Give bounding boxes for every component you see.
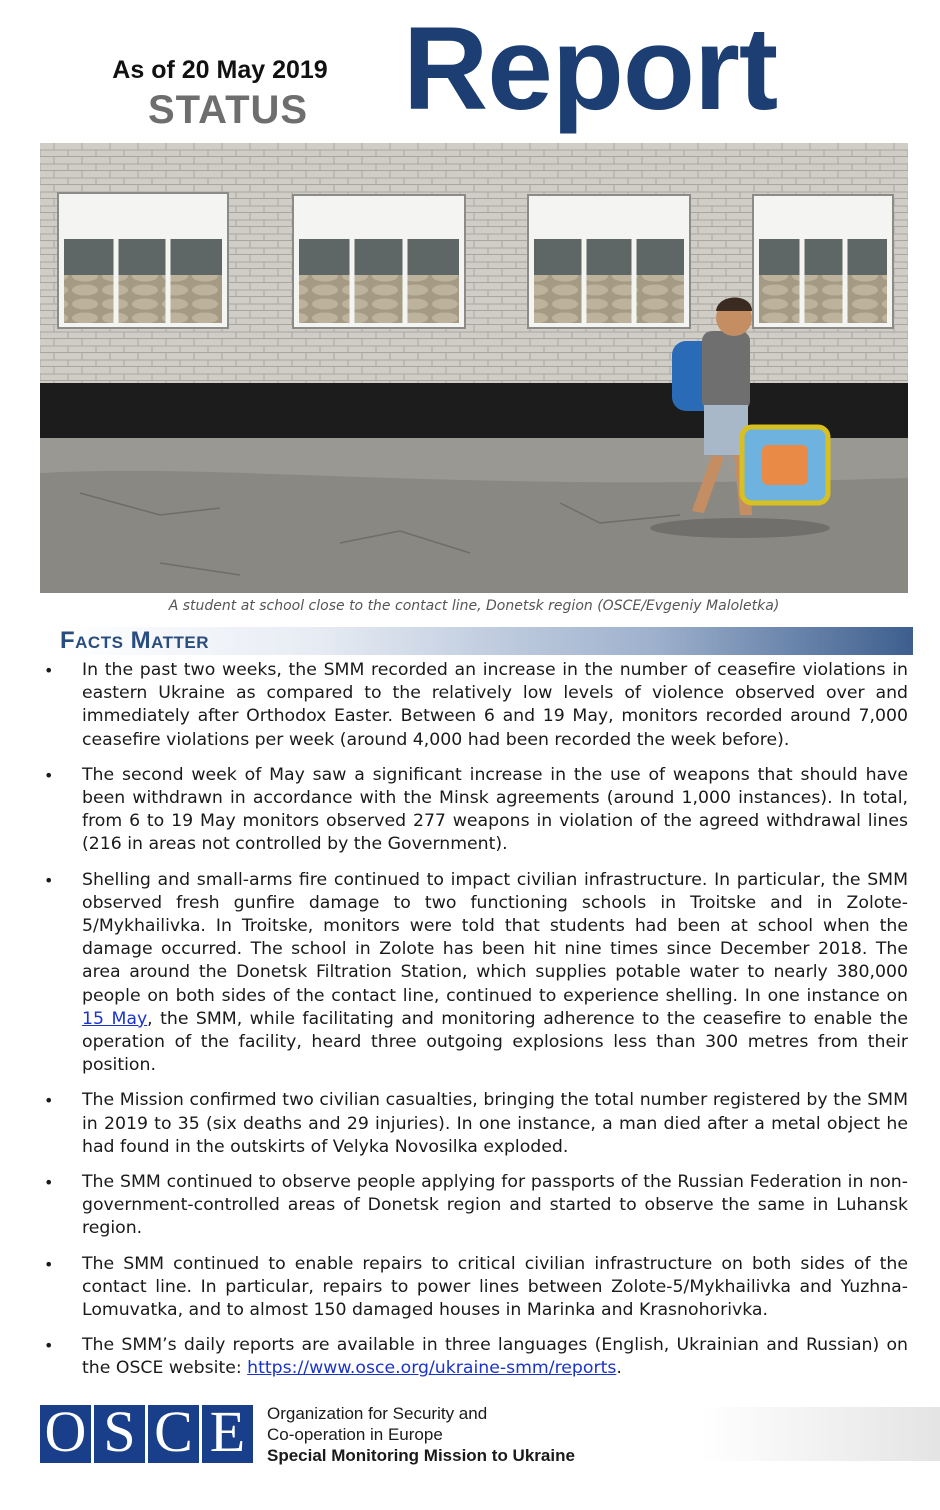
school-photo-illustration <box>40 143 908 593</box>
fact-text: , the SMM, while facilitating and monitoring adherence to the ceasefire to enable the operation of the facility, heard three outgoing explosions less than 300 metres from their position. <box>82 1008 908 1076</box>
window-4 <box>753 195 893 328</box>
facts-matter-bar <box>60 627 913 655</box>
report-header <box>0 0 940 142</box>
bullet-icon: • <box>44 1254 54 1274</box>
fact-text: In the past two weeks, the SMM recorded an increase in the number of ceasefire violations in eastern Ukraine as compared to the relatively low levels of violence observed over and immediately after Orthodox Easter. Between 6 and 19 May, monitors recorded around 7,000 ceasefire violations per week (around 4,000 had been recorded the week before). <box>82 660 908 750</box>
window-2 <box>293 195 465 328</box>
footer <box>0 1397 940 1510</box>
fact-text: The second week of May saw a significant increase in the use of weapons that should have been withdrawn in accordance with the Minsk agreements (around 1,000 instances). In total, from 6 to 19 May monitors observed 277 weapons in violation of the agreed withdrawal lines (216 in areas not controlled by the Government). <box>82 764 908 855</box>
photo-caption: A student at school close to the contact line, Donetsk region (OSCE/Evgeniy Maloletka) <box>168 598 780 614</box>
fact-text: . <box>616 1358 622 1379</box>
fact-item <box>42 1334 908 1380</box>
organization-name <box>267 1403 575 1466</box>
fact-text: Shelling and small-arms fire continued to impact civilian infrastructure. In particular, the SMM observed fresh gunfire damage to two functioning schools in Troitske and in Zolote-5/Mykhailivka. In Troitske, monitors were told that students had been at school when the damage occurred. The school in Zolote has been hit nine times since December 2018. The area around the Donetsk Filtration Station, which supplies potable water to nearly 380,000 people on both sides of the contact line, continued to experience shelling. In one instance on <box>82 869 908 1006</box>
window-1 <box>58 193 228 328</box>
org-line-2: Co-operation in Europe <box>267 1425 443 1444</box>
bullet-icon: • <box>44 765 54 785</box>
osce-logo <box>40 1399 253 1464</box>
fact-item <box>42 1171 908 1241</box>
fact-text: The SMM continued to observe people applying for passports of the Russian Federation in non-government-controlled areas of Donetsk region and started to observe the same in Luhansk region. <box>82 1172 908 1239</box>
fact-item <box>42 659 908 752</box>
org-line-3: Special Monitoring Mission to Ukraine <box>267 1446 575 1465</box>
status-label: STATUS <box>148 88 309 132</box>
bullet-icon: • <box>44 870 54 890</box>
osce-reports-link[interactable]: https://www.osce.org/ukraine-smm/reports <box>247 1358 617 1379</box>
report-link-15-may[interactable]: 15 May <box>82 1008 148 1029</box>
section-title: Facts Matter <box>60 627 209 654</box>
logo-letter-o: O <box>40 1405 91 1463</box>
fact-item <box>42 1253 908 1323</box>
facts-list <box>42 659 908 1393</box>
window-3 <box>528 195 690 328</box>
fact-item <box>42 764 908 857</box>
fact-text: The SMM continued to enable repairs to critical civilian infrastructure on both sides of the contact line. In particular, repairs to power lines between Zolote-5/Mykhailivka and Yuzhna-Lomuvatka, and to almost 150 damaged houses in Marinka and Krasnohorivka. <box>82 1253 908 1321</box>
bullet-icon: • <box>44 1173 54 1193</box>
bullet-icon: • <box>44 1336 54 1356</box>
report-date: As of 20 May 2019 <box>112 56 328 84</box>
fact-item <box>42 1089 908 1159</box>
logo-letter-e: E <box>202 1405 253 1463</box>
logo-letter-s: S <box>94 1405 145 1463</box>
logo-letter-c: C <box>148 1405 199 1463</box>
fact-text: The SMM’s daily reports are available in three languages (English, Ukrainian and Russian) on the OSCE website: <box>82 1335 908 1379</box>
report-title: Report <box>403 3 778 135</box>
org-line-1: Organization for Security and <box>267 1404 488 1423</box>
bullet-icon: • <box>44 661 54 680</box>
fact-text: The Mission confirmed two civilian casualties, bringing the total number registered by the SMM in 2019 to 35 (six deaths and 29 injuries). In one instance, a man died after a metal object he had found in the outskirts of Velyka Novosilka exploded. <box>82 1090 908 1157</box>
fact-item <box>42 869 908 1078</box>
bullet-icon: • <box>44 1091 54 1111</box>
cover-photo <box>40 143 908 593</box>
